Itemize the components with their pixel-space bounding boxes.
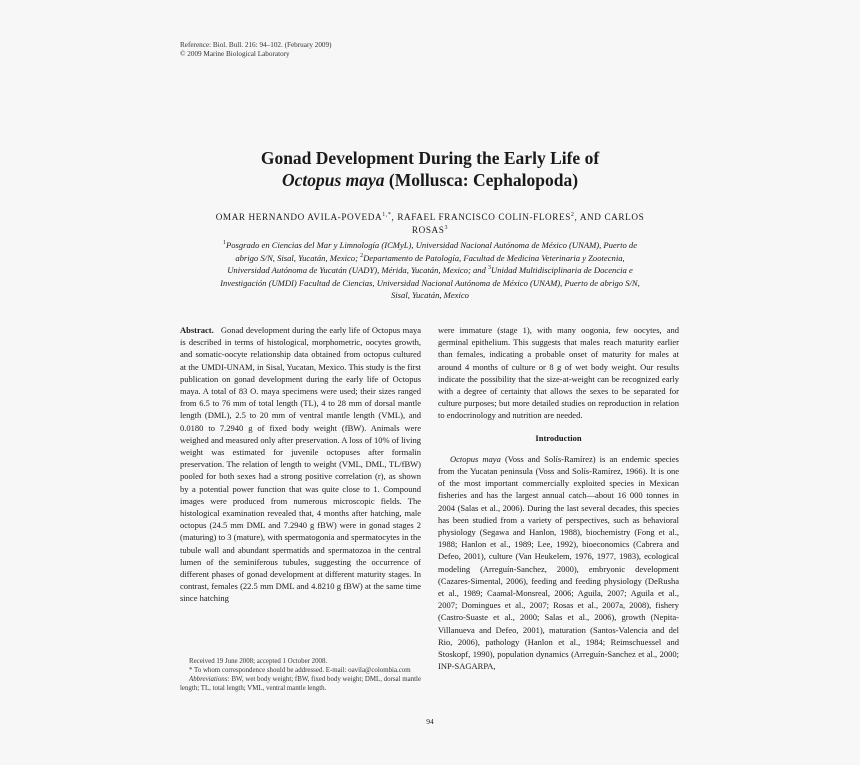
affiliation-text: Unidad Multidisciplinaria de Docencia e Investigación (UMDI) Facultad de Ciencias, Universidad Nacional Autónoma de México (UNAM), Puerto de abrigo S/N, Sisal, Yucatán, Mexico — [220, 265, 640, 301]
affiliations — [215, 239, 645, 302]
abstract-text: Gonad development during the early life of Octopus maya is described in terms of histological, morphometric, oocytes growth, and somatic-oocyte relationship data obtained from octopus cultured at the UMDI-UNAM, in Sisal, Yucatan, Mexico. This study is the first publication on gonad development during the early life of Octopus maya. A total of 83 O. maya specimens were used; their sizes ranged from 6.5 to 76 mm of total length (TL), 4 to 28 mm of dorsal mantle length (DML), 2.5 to 20 mm of ventral mantle length (VML), and 0.0180 to 7.2940 g of fixed body weight (fBW). Animals were weighed and measured only after preservation. A loss of 10% of living weight was estimated for juvenile octopuses after formalin preservation. The relation of length to weight (VML, DML, TL/fBW) pooled for both sexes had a strong positive correlation (r), as shown by a potential power function that was quite close to 1. Compound images were produced from numerous microscopic fields. The histological examination revealed that, 4 months after hatching, male octopus (24.5 mm DML and 7.2940 g fBW) were in gonad stages 2 (maturing) to 3 (mature), with spermatogonia and spermatocytes in the tubule wall and abundant spermatids and spermatozoa in the central lumen of the seminiferous tubules, suggesting the occurrence of different phases of gonad development at different maturity stages. In contrast, females (22.5 mm DML and 4.8210 g fBW) at the same time since hatching — [180, 325, 421, 604]
abstract-paragraph — [180, 324, 421, 605]
footnotes — [180, 657, 421, 693]
affiliation-text: Posgrado en Ciencias del Mar y Limnología (ICMyL), Universidad Nacional Autónoma de México (UNAM), Puerto de abrigo S/N, Sisal, Yucatán, Mexico; — [225, 240, 638, 263]
received-note: Received 19 June 2008; accepted 1 October 2008. — [189, 658, 328, 665]
affiliation-marker: 2 — [360, 252, 364, 259]
author-marker: 3 — [444, 224, 449, 231]
author-name: RAFAEL FRANCISCO COLIN-FLORES — [397, 212, 571, 222]
abstract-continuation: were immature (stage 1), with many oogonia, few oocytes, and germinal epithelium. This suggests that males reach maturity earlier than females, indicating a probable onset of maturity for males at around 4 months of culture or 8 g of wet body weight. Our results indicate the possibility that the size-at-weight can be recognized early with a degree of certainty that allows the sexes to be separated for culture purposes; but more detailed studies on reproduction in relation to endocrinology and nutrition are needed. — [438, 325, 679, 421]
affiliation-text: Departamento de Patología, Facultad de Medicina Veterinaria y Zootecnia, Universidad Autónoma de Yucatán (UADY), Mérida, Yucatán, Mexico; and — [227, 252, 625, 276]
right-column — [438, 324, 679, 672]
affiliation-marker: 1 — [222, 240, 226, 247]
citation-reference — [180, 41, 332, 59]
abbreviations-note — [180, 675, 421, 693]
copyright-line: © 2009 Marine Biological Laboratory — [180, 50, 290, 58]
article-title — [180, 147, 680, 191]
introduction-paragraph — [438, 453, 679, 673]
author-separator: , AND — [574, 212, 602, 222]
abstract-heading: Abstract. — [180, 325, 214, 335]
affiliation-marker: 3 — [488, 265, 492, 272]
citation-line: Reference: Biol. Bull. 216: 94–102. (February 2009) — [180, 41, 332, 49]
title-line-1: Gonad Development During the Early Life of — [260, 148, 600, 168]
author-name: CARLOS ROSAS — [411, 212, 645, 235]
section-heading: Introduction — [535, 432, 582, 443]
intro-species: Octopus maya — [450, 453, 501, 464]
correspondence-note: * To whom correspondence should be addressed. E-mail: oavila@colombia.com — [189, 667, 411, 674]
author-list — [215, 211, 645, 237]
page-number: 94 — [426, 717, 434, 726]
author-marker: 1,* — [382, 211, 392, 218]
title-taxon: (Mollusca: Cephalopoda) — [388, 170, 579, 190]
title-species: Octopus maya — [281, 170, 385, 190]
left-column — [180, 324, 421, 605]
abbreviations-text: BW, wet body weight; fBW, fixed body weight; DML, dorsal mantle length; TL, total length; VML, ventral mantle length. — [180, 676, 421, 692]
abbreviations-label: Abbreviations: — [189, 676, 230, 683]
author-name: OMAR HERNANDO AVILA-POVEDA — [215, 212, 383, 222]
author-separator: , — [391, 212, 398, 222]
author-marker: 2 — [570, 211, 575, 218]
intro-text: (Voss and Solís-Ramírez) is an endemic species from the Yucatan peninsula (Voss and Solís-Ramírez, 1966). It is one of the most important commercially exploited species in Mexican fisheries and has the largest annual catch—about 16 000 tonnes in 2004 (Salas et al., 2006). During the last several decades, this species has been studied from a variety of perspectives, such as behavioral physiology (Segawa and Hanlon, 1988), biochemistry (Fong et al., 1988; Hanlon et al., 1989; Lee, 1992), bioeconomics (Cabrera and Defeo, 2001), culture (Van Heukelem, 1976, 1977, 1983), ecological modeling (Arreguín-Sanchez, 2000), embryonic development (Cazares-Simental, 2006), feeding and feeding physiology (DeRusha et al., 1989; Caamal-Monsreal, 2006; Aguila, 2007; Aguila et al., 2007; Domingues et al., 2007; Rosas et al., 2007a, 2008), fishery (Castro-Suaste et al., 2000; Salas et al., 2006), growth (Nepita-Villanueva and Defeo, 2001), maturation (Santos-Valencia and del Rio, 2006), pathology (Hanlon et al., 1984; Reimschuessel and Stoskopf, 1990), population dynamics (Arreguín-Sanchez et al., 2000; INP-SAGARPA, — [438, 453, 679, 672]
title-line-2 — [180, 169, 680, 191]
